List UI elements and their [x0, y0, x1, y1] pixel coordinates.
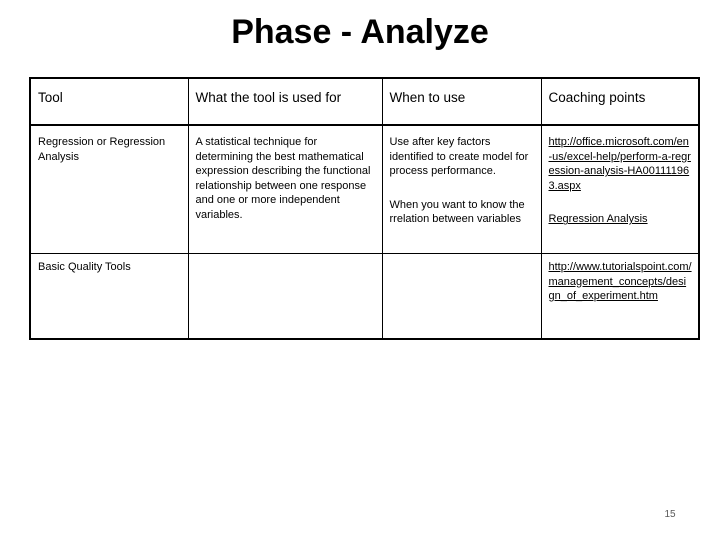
used-for-text: A statistical technique for determining the best mathematical expression describing the functional relationship between one response and one or more independent variables.	[195, 136, 371, 221]
when-to-use-text: When you want to know the rrelation between variables	[389, 198, 525, 226]
table-row	[30, 254, 699, 340]
table-header-row	[30, 78, 699, 125]
page-number: 15	[664, 509, 676, 520]
cell-when-to-use	[382, 254, 541, 340]
slide-title: Phase - Analyze	[231, 13, 489, 51]
cell-used-for	[188, 254, 382, 340]
header-when-to-use: When to use	[382, 78, 541, 125]
when-to-use-text: Use after key factors identified to create model for process performance.	[389, 136, 529, 178]
design-of-experiment-link[interactable]: http://www.tutorialspoint.com/management_concepts/design_of_experiment.htm	[548, 261, 692, 303]
header-coaching-points: Coaching points	[541, 78, 699, 125]
header-used-for: What the tool is used for	[188, 78, 382, 125]
table-row	[30, 125, 699, 254]
cell-tool	[30, 125, 188, 254]
cell-coaching-points	[541, 125, 699, 254]
regression-analysis-link[interactable]: Regression Analysis	[548, 213, 648, 226]
tool-name: Basic Quality Tools	[38, 261, 131, 273]
cell-tool	[30, 254, 188, 340]
excel-regression-link[interactable]: http://office.microsoft.com/en-us/excel-help/perform-a-regression-analysis-HA001111963.aspx	[548, 136, 691, 192]
tool-name: Regression or Regression Analysis	[38, 136, 166, 163]
cell-coaching-points	[541, 254, 699, 340]
header-tool: Tool	[30, 78, 188, 125]
cell-when-to-use	[382, 125, 541, 254]
analyze-tools-table	[29, 77, 700, 340]
cell-used-for	[188, 125, 382, 254]
